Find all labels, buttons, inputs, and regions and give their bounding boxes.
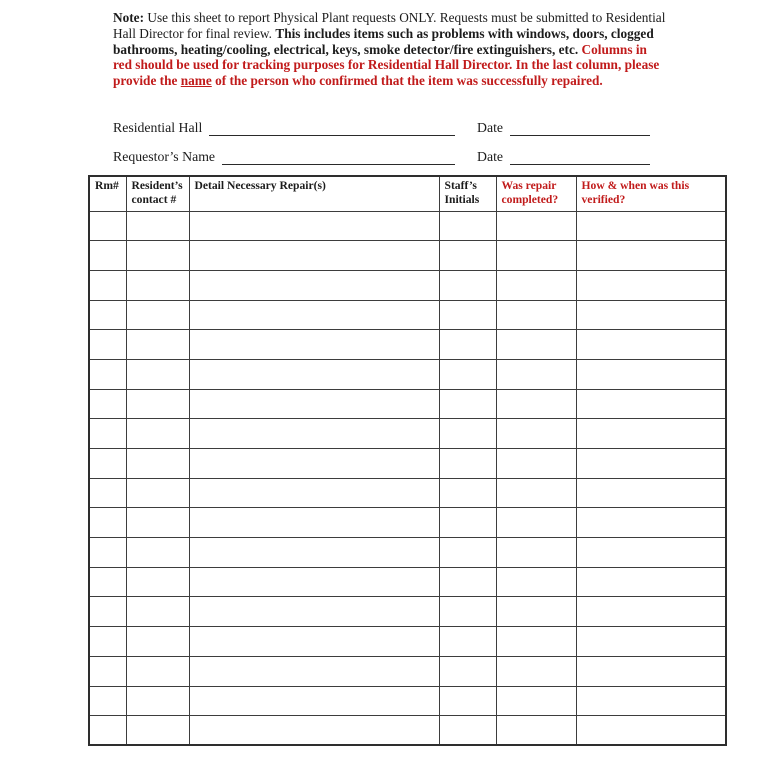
col-header-repair-detail: Detail Necessary Repair(s) xyxy=(189,176,439,211)
cell-staff-initials[interactable] xyxy=(439,330,496,360)
cell-resident-contact[interactable] xyxy=(126,211,189,241)
cell-staff-initials[interactable] xyxy=(439,389,496,419)
note-paragraph xyxy=(113,10,666,89)
table-row xyxy=(89,538,726,568)
cell-repair-completed[interactable] xyxy=(496,389,576,419)
form-header-fields xyxy=(113,119,650,177)
table-row xyxy=(89,567,726,597)
cell-verification[interactable] xyxy=(576,330,726,360)
col-header-repair-completed: Was repair completed? xyxy=(496,176,576,211)
cell-repair-completed[interactable] xyxy=(496,538,576,568)
cell-room-number[interactable] xyxy=(89,211,126,241)
cell-room-number[interactable] xyxy=(89,478,126,508)
cell-resident-contact[interactable] xyxy=(126,716,189,746)
table-row xyxy=(89,656,726,686)
date-input-line[interactable] xyxy=(510,121,650,136)
cell-repair-detail[interactable] xyxy=(189,389,439,419)
cell-staff-initials[interactable] xyxy=(439,300,496,330)
cell-room-number[interactable] xyxy=(89,359,126,389)
cell-room-number[interactable] xyxy=(89,686,126,716)
cell-repair-detail[interactable] xyxy=(189,597,439,627)
cell-verification[interactable] xyxy=(576,597,726,627)
table-row xyxy=(89,478,726,508)
cell-room-number[interactable] xyxy=(89,241,126,271)
table-header-row xyxy=(89,176,726,211)
requestor-name-input-line[interactable] xyxy=(222,150,455,165)
cell-repair-completed[interactable] xyxy=(496,716,576,746)
cell-repair-completed[interactable] xyxy=(496,359,576,389)
cell-resident-contact[interactable] xyxy=(126,627,189,657)
cell-room-number[interactable] xyxy=(89,449,126,479)
table-row xyxy=(89,359,726,389)
cell-resident-contact[interactable] xyxy=(126,241,189,271)
table-row xyxy=(89,508,726,538)
table-row xyxy=(89,300,726,330)
cell-verification[interactable] xyxy=(576,241,726,271)
cell-repair-detail[interactable] xyxy=(189,300,439,330)
date-input-line[interactable] xyxy=(510,150,650,165)
table-row xyxy=(89,716,726,746)
cell-staff-initials[interactable] xyxy=(439,241,496,271)
cell-verification[interactable] xyxy=(576,656,726,686)
cell-resident-contact[interactable] xyxy=(126,330,189,360)
cell-repair-detail[interactable] xyxy=(189,508,439,538)
cell-room-number[interactable] xyxy=(89,508,126,538)
cell-resident-contact[interactable] xyxy=(126,270,189,300)
cell-staff-initials[interactable] xyxy=(439,211,496,241)
residential-hall-row xyxy=(113,119,650,136)
cell-staff-initials[interactable] xyxy=(439,478,496,508)
cell-repair-completed[interactable] xyxy=(496,419,576,449)
cell-verification[interactable] xyxy=(576,508,726,538)
cell-repair-detail[interactable] xyxy=(189,359,439,389)
cell-repair-detail[interactable] xyxy=(189,656,439,686)
cell-room-number[interactable] xyxy=(89,419,126,449)
cell-verification[interactable] xyxy=(576,627,726,657)
cell-repair-completed[interactable] xyxy=(496,330,576,360)
cell-verification[interactable] xyxy=(576,211,726,241)
cell-staff-initials[interactable] xyxy=(439,449,496,479)
cell-repair-completed[interactable] xyxy=(496,478,576,508)
cell-room-number[interactable] xyxy=(89,627,126,657)
col-header-room-number: Rm# xyxy=(89,176,126,211)
col-header-resident-contact: Resident’s contact # xyxy=(126,176,189,211)
cell-repair-completed[interactable] xyxy=(496,211,576,241)
table-row xyxy=(89,686,726,716)
cell-repair-detail[interactable] xyxy=(189,270,439,300)
table-row xyxy=(89,211,726,241)
cell-room-number[interactable] xyxy=(89,656,126,686)
date-label: Date xyxy=(477,149,504,164)
cell-resident-contact[interactable] xyxy=(126,449,189,479)
cell-staff-initials[interactable] xyxy=(439,508,496,538)
table-row xyxy=(89,389,726,419)
cell-repair-detail[interactable] xyxy=(189,211,439,241)
cell-staff-initials[interactable] xyxy=(439,686,496,716)
cell-repair-completed[interactable] xyxy=(496,656,576,686)
cell-resident-contact[interactable] xyxy=(126,300,189,330)
cell-room-number[interactable] xyxy=(89,300,126,330)
cell-verification[interactable] xyxy=(576,300,726,330)
cell-verification[interactable] xyxy=(576,538,726,568)
cell-verification[interactable] xyxy=(576,359,726,389)
cell-staff-initials[interactable] xyxy=(439,597,496,627)
note-red-text: Columns in red should be used for tracking purposes for Residential Hall Director. In the last column, please provide the xyxy=(113,41,660,89)
table-row xyxy=(89,330,726,360)
requestor-name-label: Requestor’s Name xyxy=(113,149,216,164)
cell-verification[interactable] xyxy=(576,389,726,419)
cell-staff-initials[interactable] xyxy=(439,716,496,746)
cell-verification[interactable] xyxy=(576,449,726,479)
cell-staff-initials[interactable] xyxy=(439,627,496,657)
cell-repair-completed[interactable] xyxy=(496,270,576,300)
cell-verification[interactable] xyxy=(576,716,726,746)
note-red-text-end: of the person who confirmed that the item was successfully repaired. xyxy=(211,73,603,89)
cell-resident-contact[interactable] xyxy=(126,419,189,449)
cell-room-number[interactable] xyxy=(89,597,126,627)
repair-table-body xyxy=(89,211,726,745)
table-row xyxy=(89,241,726,271)
col-header-verification: How & when was this verified? xyxy=(576,176,726,211)
repair-request-table xyxy=(88,175,727,746)
cell-repair-detail[interactable] xyxy=(189,330,439,360)
cell-resident-contact[interactable] xyxy=(126,567,189,597)
cell-repair-detail[interactable] xyxy=(189,538,439,568)
cell-resident-contact[interactable] xyxy=(126,686,189,716)
col-header-staff-initials: Staff’s Initials xyxy=(439,176,496,211)
cell-repair-detail[interactable] xyxy=(189,567,439,597)
cell-repair-detail[interactable] xyxy=(189,241,439,271)
cell-room-number[interactable] xyxy=(89,567,126,597)
table-row xyxy=(89,597,726,627)
cell-room-number[interactable] xyxy=(89,389,126,419)
cell-repair-detail[interactable] xyxy=(189,419,439,449)
cell-staff-initials[interactable] xyxy=(439,419,496,449)
cell-resident-contact[interactable] xyxy=(126,656,189,686)
cell-staff-initials[interactable] xyxy=(439,656,496,686)
cell-repair-detail[interactable] xyxy=(189,478,439,508)
cell-room-number[interactable] xyxy=(89,538,126,568)
date-label: Date xyxy=(477,120,504,135)
cell-repair-completed[interactable] xyxy=(496,300,576,330)
requestor-name-row xyxy=(113,148,650,165)
cell-repair-detail[interactable] xyxy=(189,686,439,716)
table-row xyxy=(89,627,726,657)
cell-repair-completed[interactable] xyxy=(496,686,576,716)
table-row xyxy=(89,449,726,479)
cell-staff-initials[interactable] xyxy=(439,359,496,389)
cell-verification[interactable] xyxy=(576,419,726,449)
cell-verification[interactable] xyxy=(576,270,726,300)
cell-verification[interactable] xyxy=(576,567,726,597)
cell-resident-contact[interactable] xyxy=(126,538,189,568)
cell-verification[interactable] xyxy=(576,686,726,716)
cell-resident-contact[interactable] xyxy=(126,508,189,538)
cell-room-number[interactable] xyxy=(89,330,126,360)
note-label: Note: xyxy=(113,10,145,25)
cell-resident-contact[interactable] xyxy=(126,478,189,508)
cell-resident-contact[interactable] xyxy=(126,389,189,419)
note-bold-text: This includes items such as problems with windows, doors, clogged bathrooms, heating/cooling, electrical, keys, smoke detector/fire extinguishers, etc. xyxy=(113,25,654,57)
cell-staff-initials[interactable] xyxy=(439,567,496,597)
cell-repair-completed[interactable] xyxy=(496,627,576,657)
cell-room-number[interactable] xyxy=(89,716,126,746)
residential-hall-input-line[interactable] xyxy=(209,121,455,136)
cell-repair-completed[interactable] xyxy=(496,508,576,538)
cell-staff-initials[interactable] xyxy=(439,270,496,300)
cell-verification[interactable] xyxy=(576,478,726,508)
cell-repair-completed[interactable] xyxy=(496,449,576,479)
cell-resident-contact[interactable] xyxy=(126,359,189,389)
note-intro-text: Use this sheet to report Physical Plant requests ONLY. Requests must be submitted to Residential Hall Director for final review. xyxy=(113,10,666,41)
cell-room-number[interactable] xyxy=(89,270,126,300)
cell-repair-detail[interactable] xyxy=(189,627,439,657)
cell-repair-detail[interactable] xyxy=(189,716,439,746)
cell-repair-completed[interactable] xyxy=(496,597,576,627)
cell-repair-completed[interactable] xyxy=(496,241,576,271)
table-row xyxy=(89,270,726,300)
residential-hall-label: Residential Hall xyxy=(113,120,203,135)
table-row xyxy=(89,419,726,449)
cell-resident-contact[interactable] xyxy=(126,597,189,627)
cell-repair-detail[interactable] xyxy=(189,449,439,479)
cell-staff-initials[interactable] xyxy=(439,538,496,568)
note-red-underlined-word: name xyxy=(180,73,212,89)
cell-repair-completed[interactable] xyxy=(496,567,576,597)
